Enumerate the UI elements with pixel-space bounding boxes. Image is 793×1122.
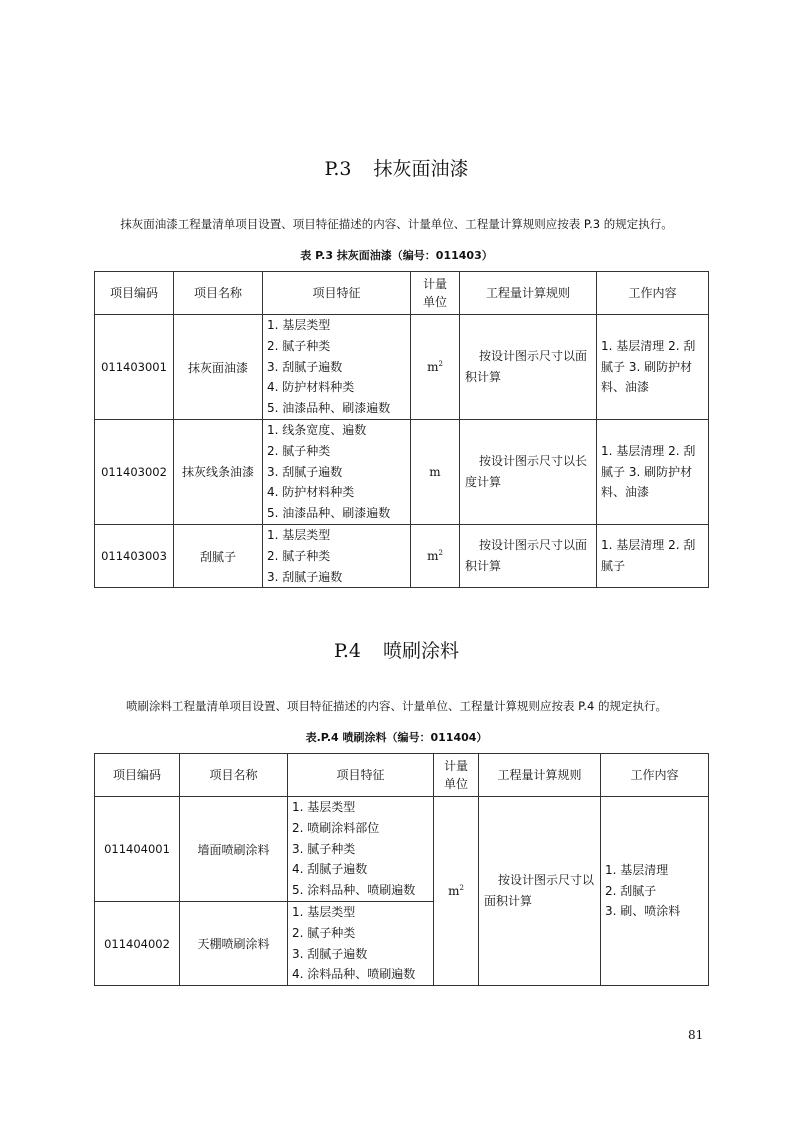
table-header-row <box>95 272 709 315</box>
feature-line: 2. 喷刷涂料部位 <box>292 820 380 835</box>
feature-line: 1. 基层类型 <box>292 905 356 919</box>
item-name: 抹灰线条油漆 <box>174 420 263 525</box>
feature-line: 1. 基层类型 <box>267 318 331 332</box>
feature-line: 3. 刮腻子遍数 <box>292 946 368 961</box>
item-unit: $m^2$ <box>411 315 460 420</box>
section-title-p3 <box>0 154 793 181</box>
item-name: 抹灰面油漆 <box>174 315 263 420</box>
feature-line: 3. 腻子种类 <box>292 841 356 856</box>
item-rule: 按设计图示尺寸以面积计算 <box>479 797 601 986</box>
item-unit: $m^2$ <box>434 797 479 986</box>
table-row <box>95 315 709 420</box>
table-header-row <box>95 754 709 797</box>
item-name: 天棚喷刷涂料 <box>180 902 288 986</box>
table-row <box>95 524 709 587</box>
work-line: 3. 刷、喷涂料 <box>605 904 681 919</box>
table-row <box>95 797 709 902</box>
item-features <box>288 902 434 986</box>
item-code: 011404001 <box>95 797 180 902</box>
feature-line: 3. 刮腻子遍数 <box>267 569 343 584</box>
header-unit: 计量单位 <box>411 272 460 315</box>
section-number: P.3 <box>324 158 352 180</box>
header-name: 项目名称 <box>174 272 263 315</box>
item-code: 011404002 <box>95 902 180 986</box>
feature-line: 1. 基层类型 <box>292 800 356 814</box>
feature-line: 4. 防护材料种类 <box>267 485 355 500</box>
item-code: 011403001 <box>95 315 174 420</box>
header-features: 项目特征 <box>263 272 411 315</box>
header-code: 项目编码 <box>95 272 174 315</box>
header-work: 工作内容 <box>601 754 709 797</box>
section-name: 抹灰面油漆 <box>373 158 469 180</box>
section-intro-p4: 喷刷涂料工程量清单项目设置、项目特征描述的内容、计量单位、工程量计算规则应按表 P.4 的规定执行。 <box>126 699 667 713</box>
header-name: 项目名称 <box>180 754 288 797</box>
feature-line: 5. 涂料品种、喷刷遍数 <box>292 883 416 898</box>
section-number: P.4 <box>333 640 362 662</box>
feature-line: 5. 油漆品种、刷漆遍数 <box>267 506 391 521</box>
feature-line: 2. 腻子种类 <box>267 548 331 563</box>
header-rule: 工程量计算规则 <box>460 272 597 315</box>
feature-line: 1. 基层类型 <box>267 527 331 542</box>
feature-line: 4. 涂料品种、喷刷遍数 <box>292 967 416 982</box>
item-unit: m <box>411 420 460 525</box>
feature-line: 2. 腻子种类 <box>267 338 331 353</box>
item-rule: 按设计图示尺寸以面积计算 <box>460 524 597 587</box>
feature-line: 1. 线条宽度、遍数 <box>267 423 367 437</box>
item-code: 011403002 <box>95 420 174 525</box>
item-name: 刮腻子 <box>174 524 263 587</box>
section-intro-p3: 抹灰面油漆工程量清单项目设置、项目特征描述的内容、计量单位、工程量计算规则应按表 P.3 的规定执行。 <box>120 217 673 231</box>
page-number: 81 <box>688 1028 704 1042</box>
item-features <box>263 524 411 587</box>
section-name: 喷刷涂料 <box>383 640 460 662</box>
feature-line: 5. 油漆品种、刷漆遍数 <box>267 401 391 416</box>
item-work: 1. 基层清理 2. 刮腻子 <box>597 524 709 587</box>
header-rule: 工程量计算规则 <box>479 754 601 797</box>
table-p4 <box>94 753 709 986</box>
table-row <box>95 420 709 525</box>
feature-line: 2. 腻子种类 <box>267 443 331 458</box>
header-work: 工作内容 <box>597 272 709 315</box>
item-features <box>263 315 411 420</box>
item-features <box>263 420 411 525</box>
header-features: 项目特征 <box>288 754 434 797</box>
item-work: 1. 基层清理 2. 刮腻子 3. 刷防护材料、油漆 <box>597 420 709 525</box>
feature-line: 3. 刮腻子遍数 <box>267 359 343 374</box>
feature-line: 2. 腻子种类 <box>292 925 356 940</box>
feature-line: 4. 刮腻子遍数 <box>292 862 368 877</box>
item-work <box>601 797 709 986</box>
feature-line: 4. 防护材料种类 <box>267 380 355 395</box>
item-work: 1. 基层清理 2. 刮腻子 3. 刷防护材料、油漆 <box>597 315 709 420</box>
item-name: 墙面喷刷涂料 <box>180 797 288 902</box>
header-code: 项目编码 <box>95 754 180 797</box>
table-caption-p3: 表 P.3 抹灰面油漆（编号：011403） <box>300 249 493 262</box>
section-title-p4 <box>0 636 793 663</box>
item-code: 011403003 <box>95 524 174 587</box>
feature-line: 3. 刮腻子遍数 <box>267 464 343 479</box>
item-rule: 按设计图示尺寸以长度计算 <box>460 420 597 525</box>
item-rule: 按设计图示尺寸以面积计算 <box>460 315 597 420</box>
header-unit: 计量单位 <box>434 754 479 797</box>
item-unit: $m^2$ <box>411 524 460 587</box>
work-line: 1. 基层清理 <box>605 862 669 877</box>
work-line: 2. 刮腻子 <box>605 883 657 898</box>
table-caption-p4: 表.P.4 喷刷涂料（编号：011404） <box>305 731 488 744</box>
item-features <box>288 797 434 902</box>
table-p3 <box>94 271 709 588</box>
